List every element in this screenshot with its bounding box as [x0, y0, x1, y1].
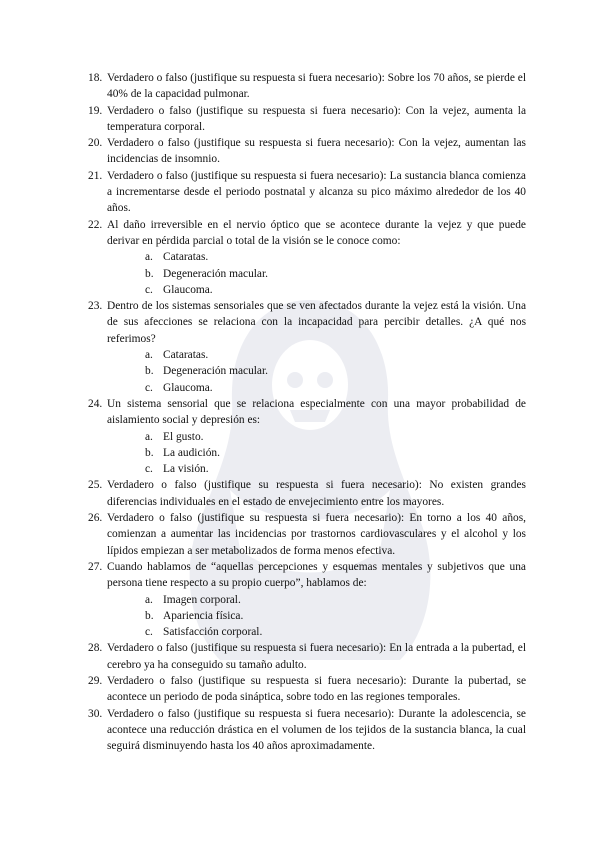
option-list: [107, 429, 526, 478]
question-number: 27.: [88, 560, 103, 573]
question-text: Verdadero o falso (justifique su respuesta si fuera necesario): En la entrada a la pubertad, el cerebro ya ha conseguido su tamaño adulto.: [107, 642, 526, 671]
question-number: 20.: [88, 137, 103, 150]
question-item: [88, 103, 526, 136]
answer-option: [145, 363, 526, 379]
option-text: El gusto.: [163, 430, 204, 443]
question-text: Verdadero o falso (justifique su respuesta si fuera necesario): Con la vejez, aumenta la temperatura corporal.: [107, 104, 526, 133]
question-text: Dentro de los sistemas sensoriales que se ven afectados durante la vejez está la visión. Una de sus afecciones se relaciona con la incapacidad para percibir detalles. ¿A qué nos referimos?: [107, 300, 526, 345]
option-letter: a.: [145, 430, 153, 443]
question-text: Verdadero o falso (justifique su respuesta si fuera necesario): La sustancia blanca comienza a incrementarse desde el periodo postnatal y alcanza su pico máximo alrededor de los 40 años.: [107, 169, 526, 215]
option-text: La audición.: [163, 446, 220, 459]
question-number: 28.: [88, 642, 103, 655]
option-letter: b.: [145, 267, 154, 280]
answer-option: [145, 282, 526, 298]
option-letter: a.: [145, 593, 153, 606]
answer-option: [145, 380, 526, 396]
question-number: 23.: [88, 300, 103, 313]
answer-option: [145, 624, 526, 640]
question-number: 25.: [88, 479, 103, 492]
question-item: [88, 168, 526, 217]
answer-option: [145, 445, 526, 461]
question-text: Al daño irreversible en el nervio óptico que se acontece durante la vejez y que puede derivar en pérdida parcial o total de la visión se le conoce como:: [107, 218, 526, 247]
question-number: 19.: [88, 104, 103, 117]
option-list: [107, 347, 526, 396]
question-number: 21.: [88, 169, 103, 182]
option-letter: b.: [145, 446, 154, 459]
option-letter: c.: [145, 463, 153, 476]
option-list: [107, 592, 526, 641]
option-text: Cataratas.: [163, 349, 209, 362]
question-item: [88, 70, 526, 103]
option-text: Imagen corporal.: [163, 593, 241, 606]
option-text: Cataratas.: [163, 251, 209, 264]
answer-option: [145, 429, 526, 445]
question-item: [88, 298, 526, 396]
option-text: Degeneración macular.: [163, 365, 268, 378]
question-number: 18.: [88, 72, 103, 84]
question-text: Verdadero o falso (justifique su respuesta si fuera necesario): Con la vejez, aumentan las incidencias de insomnio.: [107, 137, 526, 166]
option-text: Apariencia física.: [163, 609, 244, 622]
option-text: La visión.: [163, 463, 209, 476]
option-letter: b.: [145, 609, 154, 622]
option-text: Degeneración macular.: [163, 267, 268, 280]
question-text: Un sistema sensorial que se relaciona especialmente con una mayor probabilidad de aislamiento social y depresión es:: [107, 397, 526, 427]
question-item: [88, 706, 526, 755]
question-item: [88, 477, 526, 510]
question-item: [88, 217, 526, 298]
option-letter: a.: [145, 251, 153, 264]
option-letter: b.: [145, 365, 154, 378]
answer-option: [145, 249, 526, 265]
question-number: 29.: [88, 674, 103, 687]
question-text: Cuando hablamos de “aquellas percepciones y esquemas mentales y subjetivos que una persona tiene respecto a su propio cuerpo”, hablamos de:: [107, 560, 526, 590]
question-text: Verdadero o falso (justifique su respuesta si fuera necesario): En torno a los 40 años, comienzan a aumentar las incidencias por trastornos cardiovasculares y el alcohol y los lípidos empiezan a ser metabolizados de forma menos efectiva.: [107, 512, 526, 557]
option-text: Satisfacción corporal.: [163, 626, 263, 639]
question-text: Verdadero o falso (justifique su respuesta si fuera necesario): Durante la pubertad, se acontece un periodo de poda sináptica, sobre todo en las regiones temporales.: [107, 674, 526, 704]
option-letter: c.: [145, 283, 153, 296]
question-text: Verdadero o falso (justifique su respuesta si fuera necesario): Sobre los 70 años, se pierde el 40% de la capacidad pulmonar.: [107, 72, 526, 101]
option-letter: c.: [145, 626, 153, 639]
question-list: [88, 70, 526, 754]
option-letter: a.: [145, 349, 153, 362]
question-item: [88, 510, 526, 559]
option-text: Glaucoma.: [163, 381, 213, 394]
question-item: [88, 135, 526, 168]
question-item: [88, 396, 526, 477]
answer-option: [145, 461, 526, 477]
answer-option: [145, 347, 526, 363]
question-item: [88, 559, 526, 640]
question-text: Verdadero o falso (justifique su respuesta si fuera necesario): No existen grandes diferencias individuales en el estado de envejecimiento entre los mayores.: [107, 479, 526, 508]
question-number: 26.: [88, 512, 103, 525]
question-number: 24.: [88, 397, 103, 410]
exam-page: [88, 70, 526, 754]
question-item: [88, 640, 526, 673]
option-letter: c.: [145, 381, 153, 394]
answer-option: [145, 266, 526, 282]
question-text: Verdadero o falso (justifique su respuesta si fuera necesario): Durante la adolescencia, se acontece una reducción drástica en el volumen de los tejidos de la sustancia blanca, la cual seguirá disminuyendo hasta los 40 años aproximadamente.: [107, 707, 526, 753]
option-text: Glaucoma.: [163, 283, 213, 296]
option-list: [107, 249, 526, 298]
question-number: 30.: [88, 707, 103, 720]
question-item: [88, 673, 526, 706]
answer-option: [145, 608, 526, 624]
question-number: 22.: [88, 218, 103, 231]
answer-option: [145, 592, 526, 608]
